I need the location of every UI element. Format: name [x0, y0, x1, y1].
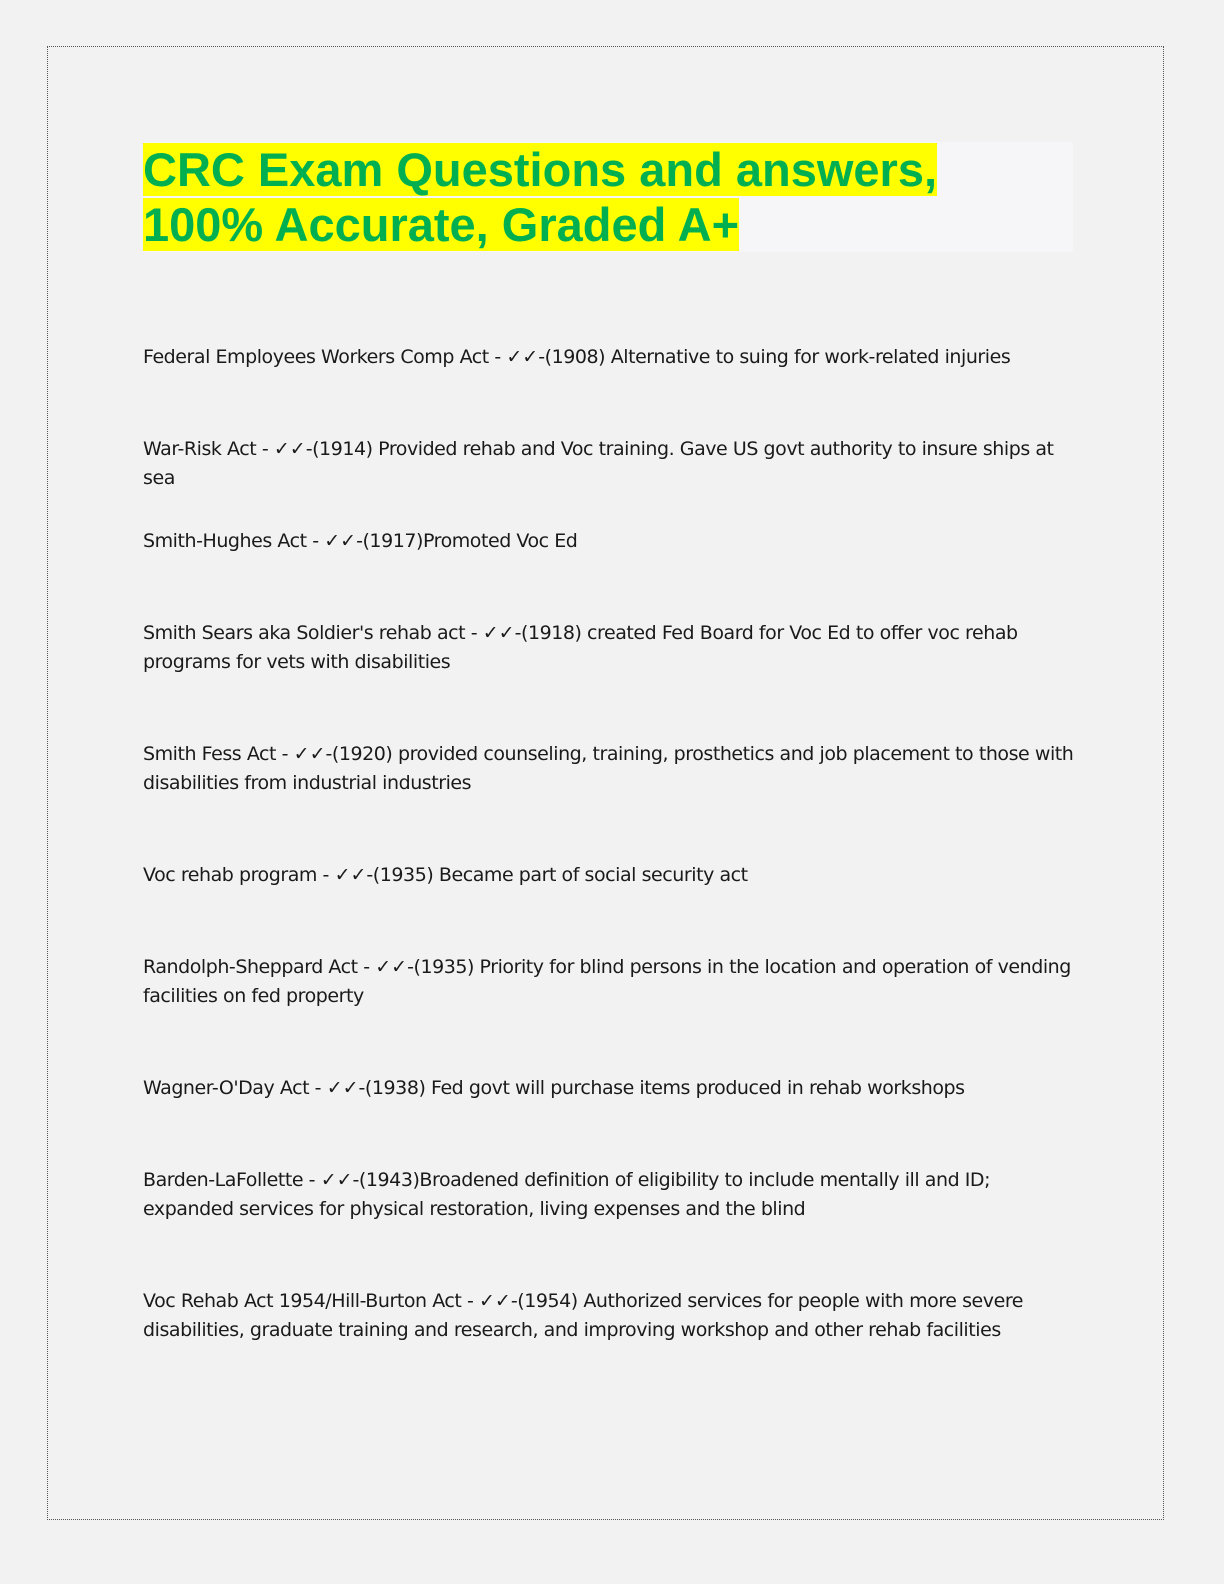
qa-item [143, 343, 1078, 372]
qa-separator: - [309, 1077, 327, 1099]
double-check-icon: ✓✓ [334, 864, 367, 886]
qa-answer: -(1917)Promoted Voc Ed [356, 530, 578, 552]
qa-item [143, 1287, 1078, 1345]
qa-answer: -(1935) Priority for blind persons in the location and operation of vending facilities on fed property [143, 956, 1071, 1007]
qa-separator: - [316, 864, 335, 886]
qa-item [143, 1166, 1078, 1224]
qa-answer: -(1935) Became part of social security act [366, 864, 748, 886]
double-check-icon: ✓✓ [293, 743, 326, 765]
qa-item [143, 619, 1078, 677]
qa-item [143, 953, 1078, 1011]
qa-separator: - [357, 956, 376, 978]
qa-term: Smith Fess Act [143, 743, 277, 765]
qa-answer: -(1918) created Fed Board for Voc Ed to offer voc rehab programs for vets with disabilities [143, 622, 1018, 673]
qa-term: War-Risk Act [143, 438, 257, 460]
qa-term: Voc Rehab Act 1954/Hill-Burton Act [143, 1290, 462, 1312]
qa-answer: -(1954) Authorized services for people with more severe disabilities, graduate training and research, and improving workshop and other rehab facilities [143, 1290, 1024, 1341]
document-title [143, 142, 1073, 252]
double-check-icon: ✓✓ [479, 1290, 511, 1312]
qa-term: Smith Sears aka Soldier's rehab act [143, 622, 466, 644]
double-check-icon: ✓✓ [326, 1077, 359, 1099]
qa-term: Barden-LaFollette [143, 1169, 304, 1191]
qa-answer: -(1943)Broadened definition of eligibility to include mentally ill and ID; expanded services for physical restoration, living expenses and the blind [143, 1169, 991, 1220]
qa-term: Voc rehab program [143, 864, 317, 886]
double-check-icon: ✓✓ [324, 530, 357, 552]
qa-item [143, 1074, 1078, 1103]
qa-separator: - [465, 622, 483, 644]
double-check-icon: ✓✓ [506, 346, 539, 368]
title-line-2: 100% Accurate, Graded A+ [143, 198, 740, 251]
qa-term: Smith-Hughes Act [143, 530, 307, 552]
double-check-icon: ✓✓ [375, 956, 408, 978]
qa-item [143, 861, 1078, 890]
qa-separator: - [461, 1290, 480, 1312]
qa-answer: -(1914) Provided rehab and Voc training. Gave US govt authority to insure ships at sea [143, 438, 1054, 489]
qa-separator: - [256, 438, 274, 460]
double-check-icon: ✓✓ [273, 438, 306, 460]
qa-term: Wagner-O'Day Act [143, 1077, 310, 1099]
qa-term: Federal Employees Workers Comp Act [143, 346, 489, 368]
qa-item [143, 527, 1078, 556]
qa-answer: -(1938) Fed govt will purchase items produced in rehab workshops [358, 1077, 965, 1099]
title-block [143, 142, 1073, 252]
qa-term: Randolph-Sheppard Act [143, 956, 358, 978]
double-check-icon: ✓✓ [320, 1169, 353, 1191]
qa-separator: - [306, 530, 325, 552]
qa-separator: - [276, 743, 294, 765]
qa-answer: -(1920) provided counseling, training, prosthetics and job placement to those with disabilities from industrial industries [143, 743, 1074, 794]
qa-separator: - [488, 346, 507, 368]
qa-item [143, 435, 1078, 493]
qa-separator: - [303, 1169, 321, 1191]
double-check-icon: ✓✓ [482, 622, 515, 644]
title-line-1: CRC Exam Questions and answers, [143, 143, 938, 196]
qa-answer: -(1908) Alternative to suing for work-related injuries [538, 346, 1011, 368]
qa-item [143, 740, 1078, 798]
